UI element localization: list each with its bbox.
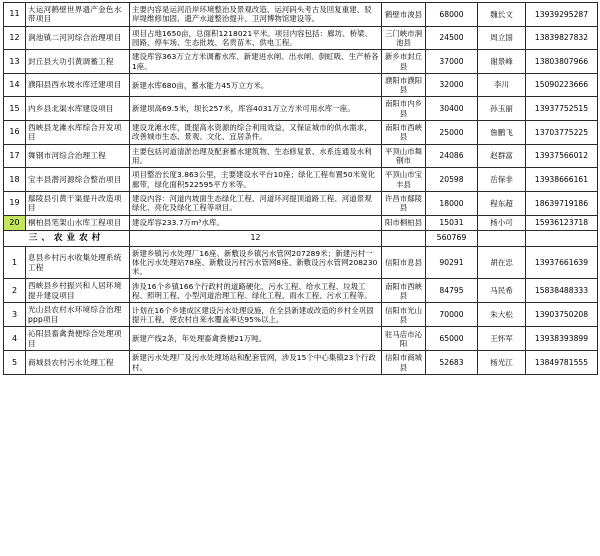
row-location: 南阳市西峡县 [382,279,426,303]
row-description: 涉及16个乡镇166个行政村的道路硬化、污水工程、给水工程、垃圾工程、照明工程、小型河道治理工程、绿化工程、雨水工程、污水工程等。 [130,279,382,303]
row-description: 项目整治长度3.863公里，主要建设水平台10座；绿化工程布置50米宽化廊带，绿化面积522595平方米等。 [130,168,382,192]
row-person: 程东超 [478,191,526,215]
row-investment: 20598 [426,168,478,192]
row-telephone: 13938393899 [526,327,598,351]
section-blank-location [382,230,426,246]
row-telephone: 13903750208 [526,303,598,327]
row-investment: 18000 [426,191,478,215]
row-no-highlighted: 20 [4,215,26,230]
row-person: 胡在忠 [478,246,526,279]
row-description: 主要内容是运河沿岸环境整治及景观改造、运河码头考古及回复重建、驳岸堤维修加固、遗产水道整治提升、卫河博物馆建设等。 [130,3,382,27]
row-investment: 37000 [426,50,478,74]
row-investment: 24086 [426,144,478,168]
table-row [4,327,598,351]
table-row [4,120,598,144]
row-project-name: 商城县农村污水处理工程 [26,351,130,375]
row-investment: 70000 [426,303,478,327]
row-no: 17 [4,144,26,168]
row-location: 平顶山市舞钢市 [382,144,426,168]
row-project-name: 桐柏县笔架山水库工程项目 [26,215,130,230]
row-description: 建设龙滩水库，既提高水资源的综合利用效益，又保证城市的供水需求，改善城市生态、景观、文化、宜居条件。 [130,120,382,144]
row-project-name: 沁阳县畜禽粪便综合处理项目 [26,327,130,351]
row-description: 新建产线2条，年处理畜禽粪便21万吨。 [130,327,382,351]
table-row [4,50,598,74]
row-investment: 52683 [426,351,478,375]
row-person: 岳保非 [478,168,526,192]
row-investment: 68000 [426,3,478,27]
row-telephone: 13937566012 [526,144,598,168]
row-person: 王怀军 [478,327,526,351]
row-description: 新建乡镇污水处理厂16座、新敷设乡镇污水管网207289米；新建污村一体化污水处理站78座、新敷设污村污水管网8座、新敷设污水管网208230米。 [130,246,382,279]
row-location: 濮阳市濮阳县 [382,73,426,97]
row-location: 信阳市息县 [382,246,426,279]
row-no: 3 [4,303,26,327]
row-telephone: 15936123718 [526,215,598,230]
row-person: 朱大松 [478,303,526,327]
row-project-name: 宝丰县潜河源综合整治项目 [26,168,130,192]
row-investment: 30400 [426,97,478,121]
row-project-name: 西峡县龙滩水库综合开发项目 [26,120,130,144]
row-telephone: 13939295287 [526,3,598,27]
row-location: 信阳市光山县 [382,303,426,327]
row-location: 驻马店市沁阳 [382,327,426,351]
section-blank-telephone [526,230,598,246]
row-no: 1 [4,246,26,279]
table-row [4,215,598,230]
row-investment: 32000 [426,73,478,97]
row-telephone: 15838488333 [526,279,598,303]
row-no: 5 [4,351,26,375]
row-telephone: 13937661639 [526,246,598,279]
row-location: 南阳市内乡县 [382,97,426,121]
row-telephone: 13703775225 [526,120,598,144]
row-location: 新乡市封丘县 [382,50,426,74]
row-person: 赵群富 [478,144,526,168]
section-title: 三、农业农村 [4,230,130,246]
table-row [4,246,598,279]
row-description: 项目占地1650亩，总面积1218021平米。项目内容包括：廊坊、桥梁、园路、停车场、生态批坡、名贵苗木、供电工程。 [130,26,382,50]
row-telephone: 13803807966 [526,50,598,74]
table-body [4,3,598,375]
row-project-name: 舞钢市河综合治理工程 [26,144,130,168]
table-row [4,3,598,27]
row-no: 11 [4,3,26,27]
row-telephone: 13938666161 [526,168,598,192]
row-location: 鹤壁市浚县 [382,3,426,27]
row-person: 魏长文 [478,3,526,27]
table-row [4,303,598,327]
row-person: 詹鹏飞 [478,120,526,144]
row-person: 谢景峰 [478,50,526,74]
row-project-name: 光山县农村水环境综合治理ppp项目 [26,303,130,327]
row-no: 12 [4,26,26,50]
row-no: 2 [4,279,26,303]
row-telephone: 13849781555 [526,351,598,375]
row-no: 4 [4,327,26,351]
row-location: 南阳市西峡县 [382,120,426,144]
row-telephone: 13839827832 [526,26,598,50]
table-row [4,144,598,168]
table-row [4,73,598,97]
row-person: 杨光江 [478,351,526,375]
row-project-name: 鄢陵县引黄干渠提升改造项目 [26,191,130,215]
row-telephone: 15090223666 [526,73,598,97]
row-project-name: 西峡县乡村振兴和人居环境提升建设项目 [26,279,130,303]
row-description: 建设库容363万立方米调蓄水库、新建进水闸、出水闸、倒虹吸、生产桥各1座。 [130,50,382,74]
row-no: 13 [4,50,26,74]
row-no: 16 [4,120,26,144]
row-telephone: 18639719186 [526,191,598,215]
row-no: 19 [4,191,26,215]
row-description: 计划在16个乡建成区建设污水处理设施，在全县新建或改造的乡村全巩固提升工程，使农村自来水覆盖率达95%以上。 [130,303,382,327]
section-blank-person [478,230,526,246]
row-investment: 15031 [426,215,478,230]
row-location: 阳市桐柏县 [382,215,426,230]
row-location: 信阳市商城县 [382,351,426,375]
row-project-name: 涧池镇二河河综合治理项目 [26,26,130,50]
row-person: 周立国 [478,26,526,50]
row-investment: 25000 [426,120,478,144]
row-investment: 84795 [426,279,478,303]
row-project-name: 封丘县大功引黄调蓄工程 [26,50,130,74]
row-investment: 65000 [426,327,478,351]
row-description: 新建水库680亩，蓄水能力45万立方米。 [130,73,382,97]
row-location: 平顶山市宝丰县 [382,168,426,192]
table-row [4,168,598,192]
row-description: 建设库容233.7万m³水库。 [130,215,382,230]
table-row [4,351,598,375]
row-description: 新建污水处理厂及污水处理场站和配套管网，涉及15个中心集镇23个行政村。 [130,351,382,375]
row-location: 许昌市鄢陵县 [382,191,426,215]
row-project-name: 息县乡村污水收集处理系统工程 [26,246,130,279]
table-row [4,279,598,303]
section-total-investment: 560769 [426,230,478,246]
row-person: 杨小可 [478,215,526,230]
row-project-name: 大运河鹤壁世界遗产金色水带项目 [26,3,130,27]
table-row [4,26,598,50]
row-no: 14 [4,73,26,97]
row-person: 马民希 [478,279,526,303]
project-table [3,2,598,375]
section-count: 12 [130,230,382,246]
table-row [4,97,598,121]
row-location: 三门峡市涧池县 [382,26,426,50]
table-row [4,191,598,215]
row-investment: 90291 [426,246,478,279]
row-telephone: 13937752515 [526,97,598,121]
row-no: 18 [4,168,26,192]
row-project-name: 濮阳县西水坡水库迁建项目 [26,73,130,97]
row-person: 孙玉丽 [478,97,526,121]
row-person: 李川 [478,73,526,97]
row-no: 15 [4,97,26,121]
section-header-row [4,230,598,246]
row-description: 建设内容：河道内坡面生态绿化工程、河道环河提顶道路工程、河道景观绿化、亮化及绿化工程等项目。 [130,191,382,215]
row-investment: 24500 [426,26,478,50]
row-description: 新建坝高69.5米，坝长257米，库容4031万立方米可用水库一座。 [130,97,382,121]
row-project-name: 内乡县北渠水库建设项目 [26,97,130,121]
row-description: 主要包括河道清淤治理及配套蓄水建筑物、生态修复景、水系连通及水利用。 [130,144,382,168]
